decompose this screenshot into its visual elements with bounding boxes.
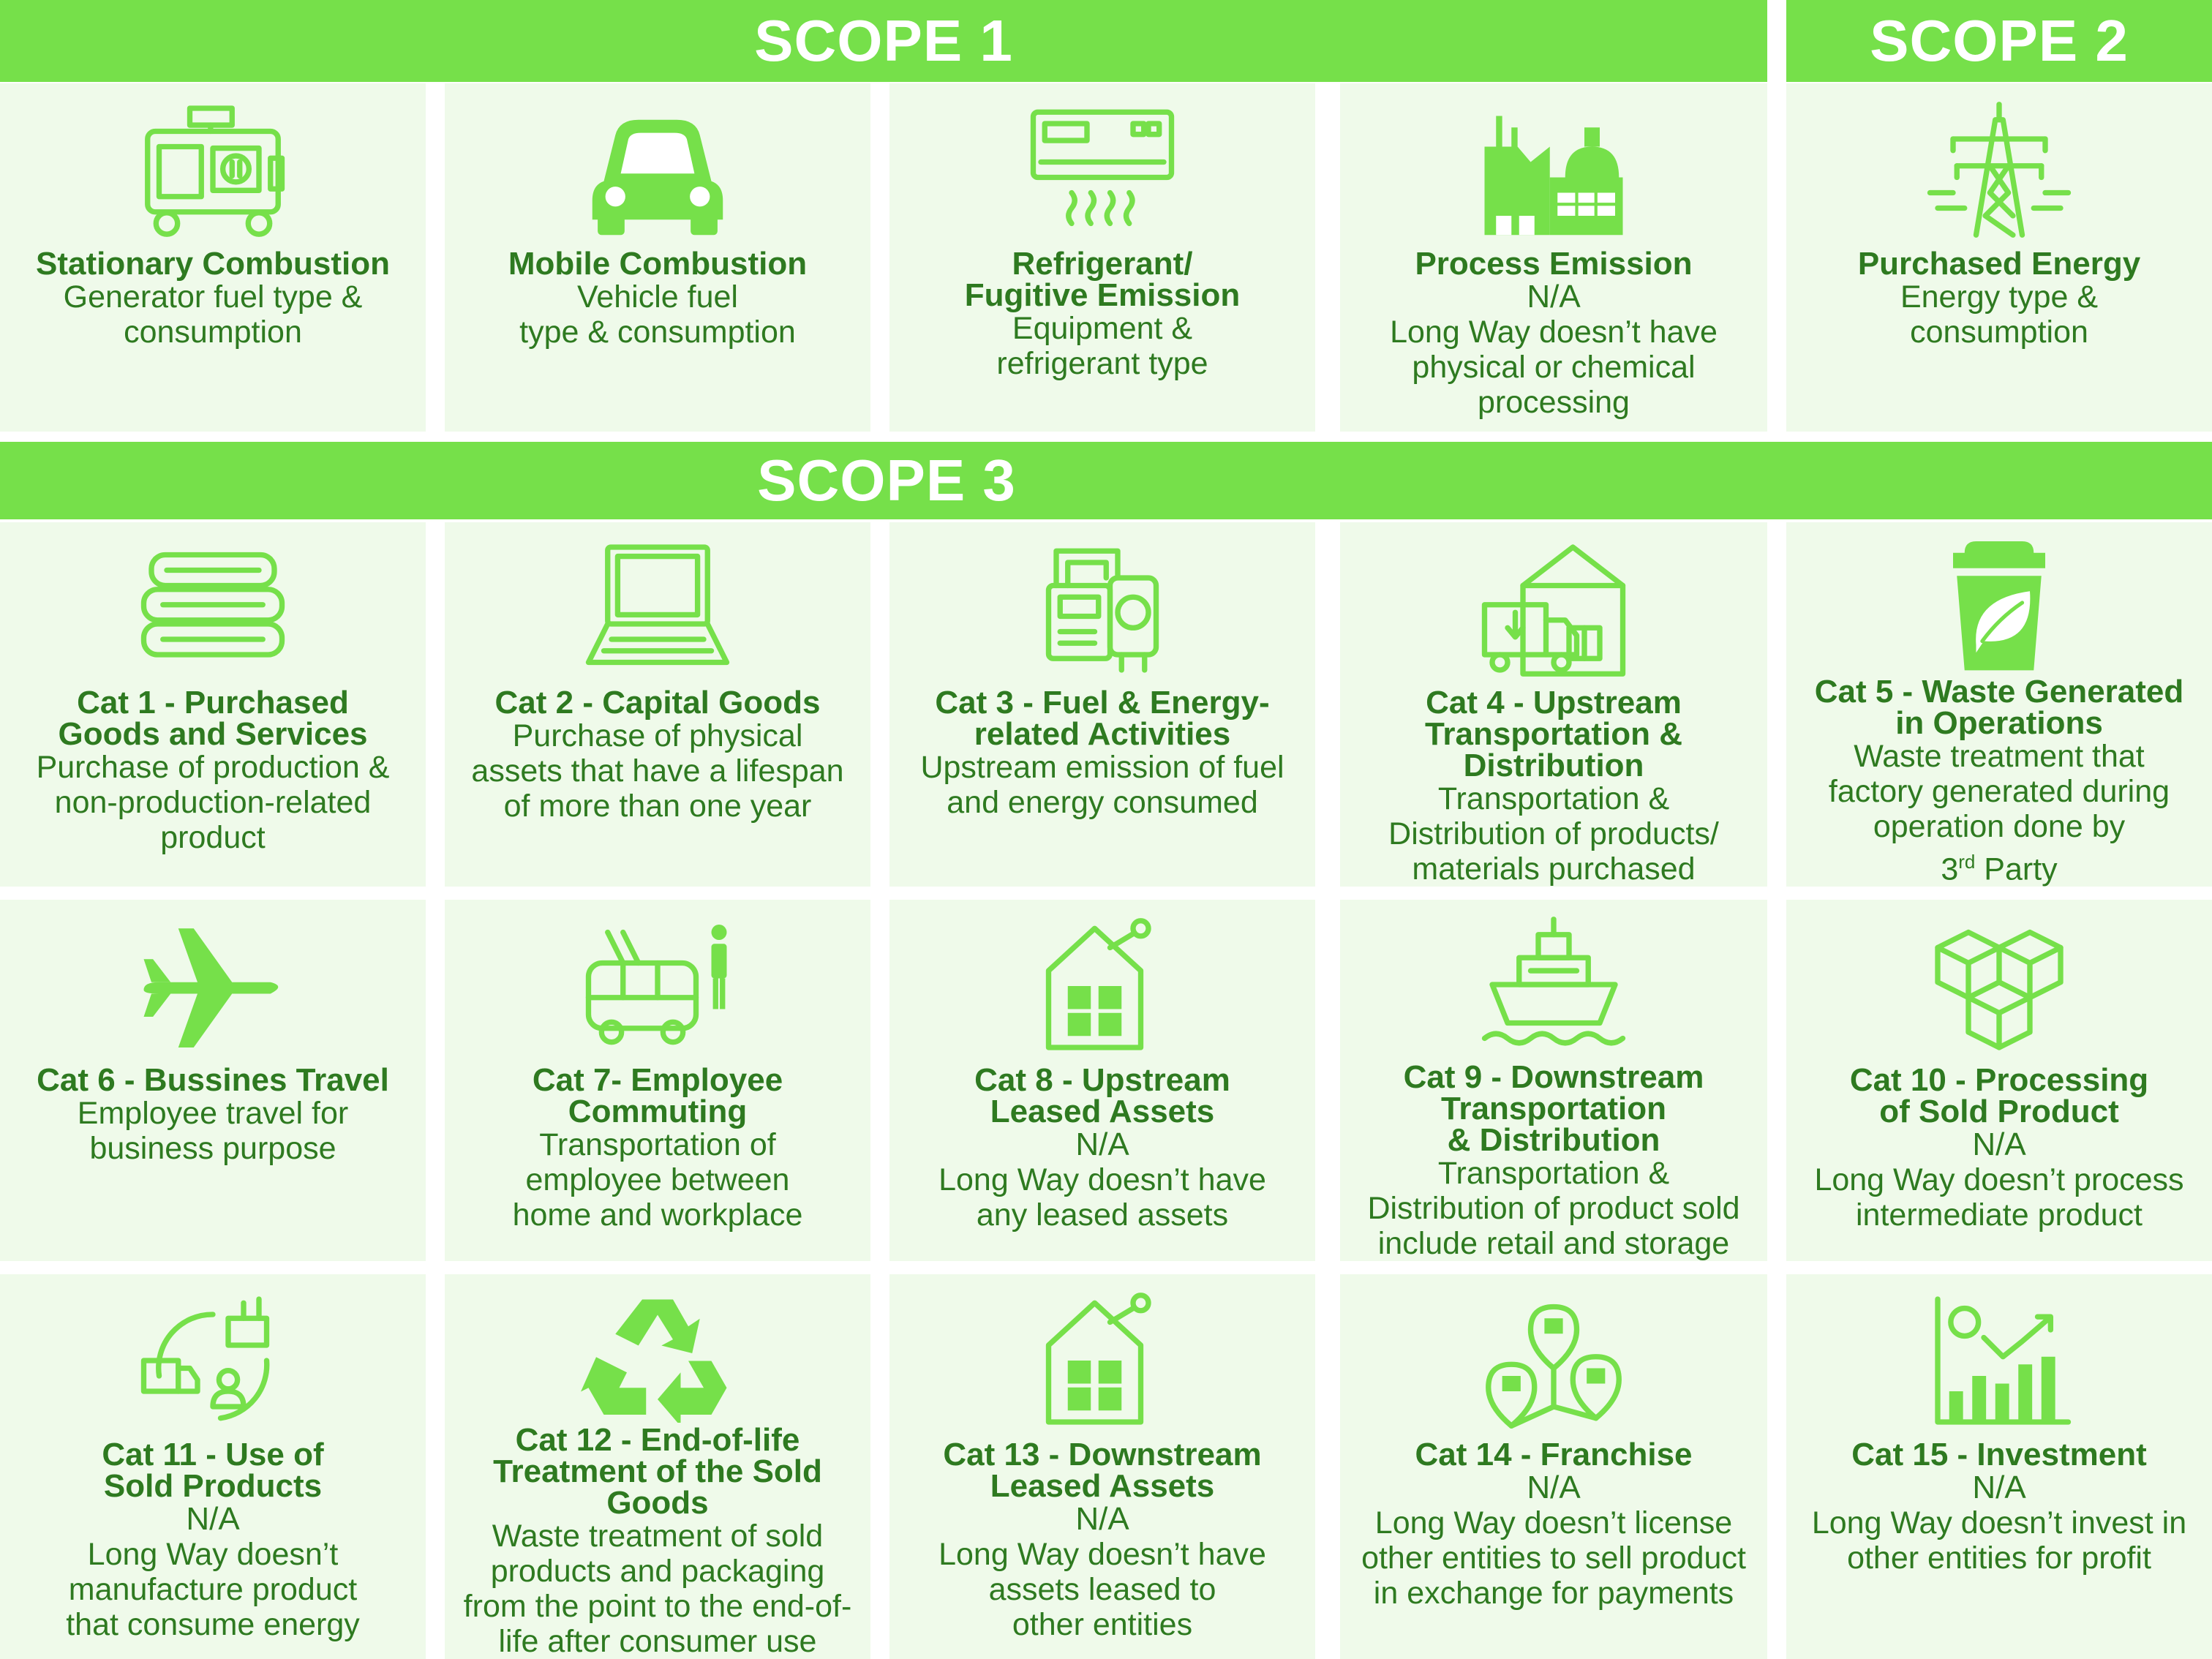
- boxes-icon: [1922, 907, 2076, 1064]
- scope2-title: SCOPE 2: [1870, 8, 2129, 73]
- not-applicable-label: N/A: [1075, 1501, 1129, 1537]
- card-title: Cat 14 - Franchise: [1415, 1437, 1693, 1472]
- card-title: Refrigerant/ Fugitive Emission: [964, 246, 1241, 313]
- card-description-text: Vehicle fuel type & consumption: [519, 279, 796, 350]
- franchise-map-card: [1340, 1274, 1767, 1659]
- laptop-card: [445, 522, 870, 887]
- scope1-header: [0, 0, 1767, 82]
- ship-card: [1340, 900, 1767, 1261]
- party-word: Party: [1975, 851, 2058, 887]
- card-title: Cat 4 - Upstream Transportation & Distribution: [1424, 685, 1683, 783]
- card-title: Cat 6 - Bussines Travel: [37, 1062, 389, 1098]
- scope3-header: [0, 442, 2212, 519]
- card-description: [64, 279, 363, 350]
- card-title: Cat 7- Employee Commuting: [532, 1062, 783, 1129]
- card-description: [1812, 1505, 2186, 1576]
- card-description: [1900, 279, 2098, 350]
- card-description-text: Purchase of physical assets that have a lifespan of more than one year: [471, 718, 844, 824]
- factory-icon: [1477, 91, 1630, 248]
- card-title: Process Emission: [1415, 246, 1693, 282]
- house-tag-icon: [1026, 907, 1179, 1064]
- fuel-equipment-icon: [1026, 530, 1179, 687]
- card-title: Cat 3 - Fuel & Energy- related Activities: [935, 685, 1270, 752]
- card-description-text: Long Way doesn’t have any leased assets: [938, 1162, 1266, 1233]
- card-description-text: Energy type & consumption: [1900, 279, 2099, 350]
- investment-chart-card: [1786, 1274, 2212, 1659]
- card-description-text: Purchase of production & non-production-related product: [36, 750, 390, 855]
- card-description: [66, 1537, 360, 1642]
- ordinal-number: 3: [1941, 851, 1959, 887]
- not-applicable-label: N/A: [1075, 1126, 1129, 1162]
- house-tag-card: [889, 900, 1315, 1261]
- card-title: Stationary Combustion: [35, 246, 391, 282]
- card-description: [1361, 1505, 1746, 1611]
- card-description-text: Equipment & refrigerant type: [996, 311, 1208, 381]
- card-description-text: Upstream emission of fuel and energy consumed: [920, 750, 1284, 820]
- recycle-icon: [581, 1282, 734, 1424]
- card-description-text: Waste treatment of sold products and packaging from the point to the end-of- life after consumer use: [463, 1519, 852, 1659]
- house-tag-card: [889, 1274, 1315, 1659]
- card-description: [938, 1162, 1266, 1233]
- scope1-title: SCOPE 1: [754, 8, 1013, 73]
- franchise-map-icon: [1477, 1282, 1630, 1439]
- stacked-goods-icon: [136, 530, 290, 687]
- card-title: Cat 15 - Investment: [1851, 1437, 2147, 1472]
- card-description: [78, 1096, 348, 1166]
- power-tower-card: [1786, 83, 2212, 432]
- card-description-text: Long Way doesn’t manufacture product that consume energy: [66, 1537, 360, 1642]
- air-conditioner-icon: [1026, 91, 1179, 248]
- not-applicable-label: N/A: [1972, 1126, 2026, 1162]
- card-title: Cat 11 - Use of Sold Products: [102, 1437, 324, 1504]
- card-description-text: Transportation & Distribution of product sold include retail and storage: [1367, 1156, 1740, 1261]
- card-title: Mobile Combustion: [508, 246, 808, 282]
- card-description-text: Employee travel for business purpose: [77, 1096, 349, 1166]
- card-description: [996, 311, 1208, 381]
- card-description-text: Long Way doesn’t process intermediate product: [1814, 1162, 2184, 1233]
- card-title: Purchased Energy: [1857, 246, 2141, 282]
- card-title: Cat 8 - Upstream Leased Assets: [974, 1062, 1230, 1129]
- fuel-equipment-card: [889, 522, 1315, 887]
- waste-bin-card: [1786, 522, 2212, 887]
- scope2-header: [1786, 0, 2212, 82]
- card-description-text: Generator fuel type & consumption: [63, 279, 363, 350]
- product-cycle-card: [0, 1274, 426, 1659]
- card-title: Cat 12 - End-of-life Treatment of the Sold Goods: [493, 1422, 822, 1521]
- airplane-icon: [136, 907, 290, 1064]
- card-description: [1367, 1156, 1739, 1261]
- card-title: Cat 2 - Capital Goods: [494, 685, 821, 721]
- card-description: [471, 718, 843, 824]
- card-description: [519, 279, 796, 350]
- card-description: [1829, 739, 2170, 887]
- not-applicable-label: N/A: [1972, 1470, 2026, 1505]
- car-icon: [581, 91, 734, 248]
- factory-card: [1340, 83, 1767, 432]
- car-card: [445, 83, 870, 432]
- card-description: [920, 750, 1284, 820]
- warehouse-truck-card: [1340, 522, 1767, 887]
- generator-card: [0, 83, 426, 432]
- boxes-card: [1786, 900, 2212, 1261]
- airplane-card: [0, 900, 426, 1261]
- card-title: Cat 9 - Downstream Transportation & Distribution: [1403, 1059, 1704, 1158]
- not-applicable-label: N/A: [186, 1501, 240, 1537]
- stacked-goods-card: [0, 522, 426, 887]
- waste-bin-icon: [1922, 530, 2076, 676]
- not-applicable-label: N/A: [1527, 279, 1581, 315]
- air-conditioner-card: [889, 83, 1315, 432]
- card-description: [1390, 315, 1718, 420]
- card-description-text: Long Way doesn’t license other entities to sell product in exchange for payments: [1361, 1505, 1746, 1611]
- card-description: [938, 1537, 1266, 1642]
- house-tag-icon: [1026, 1282, 1179, 1439]
- card-description: [464, 1519, 852, 1659]
- card-description-text: Transportation of employee between home and workplace: [512, 1127, 803, 1233]
- card-description-text: Waste treatment that factory generated during operation done by: [1828, 738, 2170, 844]
- card-description-text: Long Way doesn’t have assets leased to other entities: [938, 1537, 1266, 1642]
- card-description-text: Long Way doesn’t have physical or chemical processing: [1390, 315, 1718, 420]
- card-description-text: Transportation & Distribution of products/ materials purchased: [1388, 781, 1719, 887]
- trolleybus-card: [445, 900, 870, 1261]
- laptop-icon: [581, 530, 734, 687]
- trolleybus-icon: [581, 907, 734, 1064]
- ship-icon: [1477, 907, 1630, 1061]
- card-description: [1814, 1162, 2183, 1233]
- warehouse-truck-icon: [1477, 530, 1630, 687]
- card-title: Cat 1 - Purchased Goods and Services: [58, 685, 368, 752]
- card-description: [513, 1127, 803, 1233]
- scope3-title: SCOPE 3: [757, 448, 1016, 513]
- card-description: [1388, 781, 1719, 887]
- card-title: Cat 13 - Downstream Leased Assets: [943, 1437, 1262, 1504]
- power-tower-icon: [1922, 91, 2076, 248]
- not-applicable-label: N/A: [1527, 1470, 1581, 1505]
- investment-chart-icon: [1922, 1282, 2076, 1439]
- recycle-card: [445, 1274, 870, 1659]
- card-description-text: Long Way doesn’t invest in other entities for profit: [1811, 1505, 2187, 1576]
- ordinal-suffix: rd: [1958, 850, 1976, 873]
- product-cycle-icon: [136, 1282, 290, 1439]
- card-description: [37, 750, 390, 855]
- generator-icon: [136, 91, 290, 248]
- card-title: Cat 10 - Processing of Sold Product: [1849, 1062, 2149, 1129]
- card-title: Cat 5 - Waste Generated in Operations: [1814, 673, 2184, 741]
